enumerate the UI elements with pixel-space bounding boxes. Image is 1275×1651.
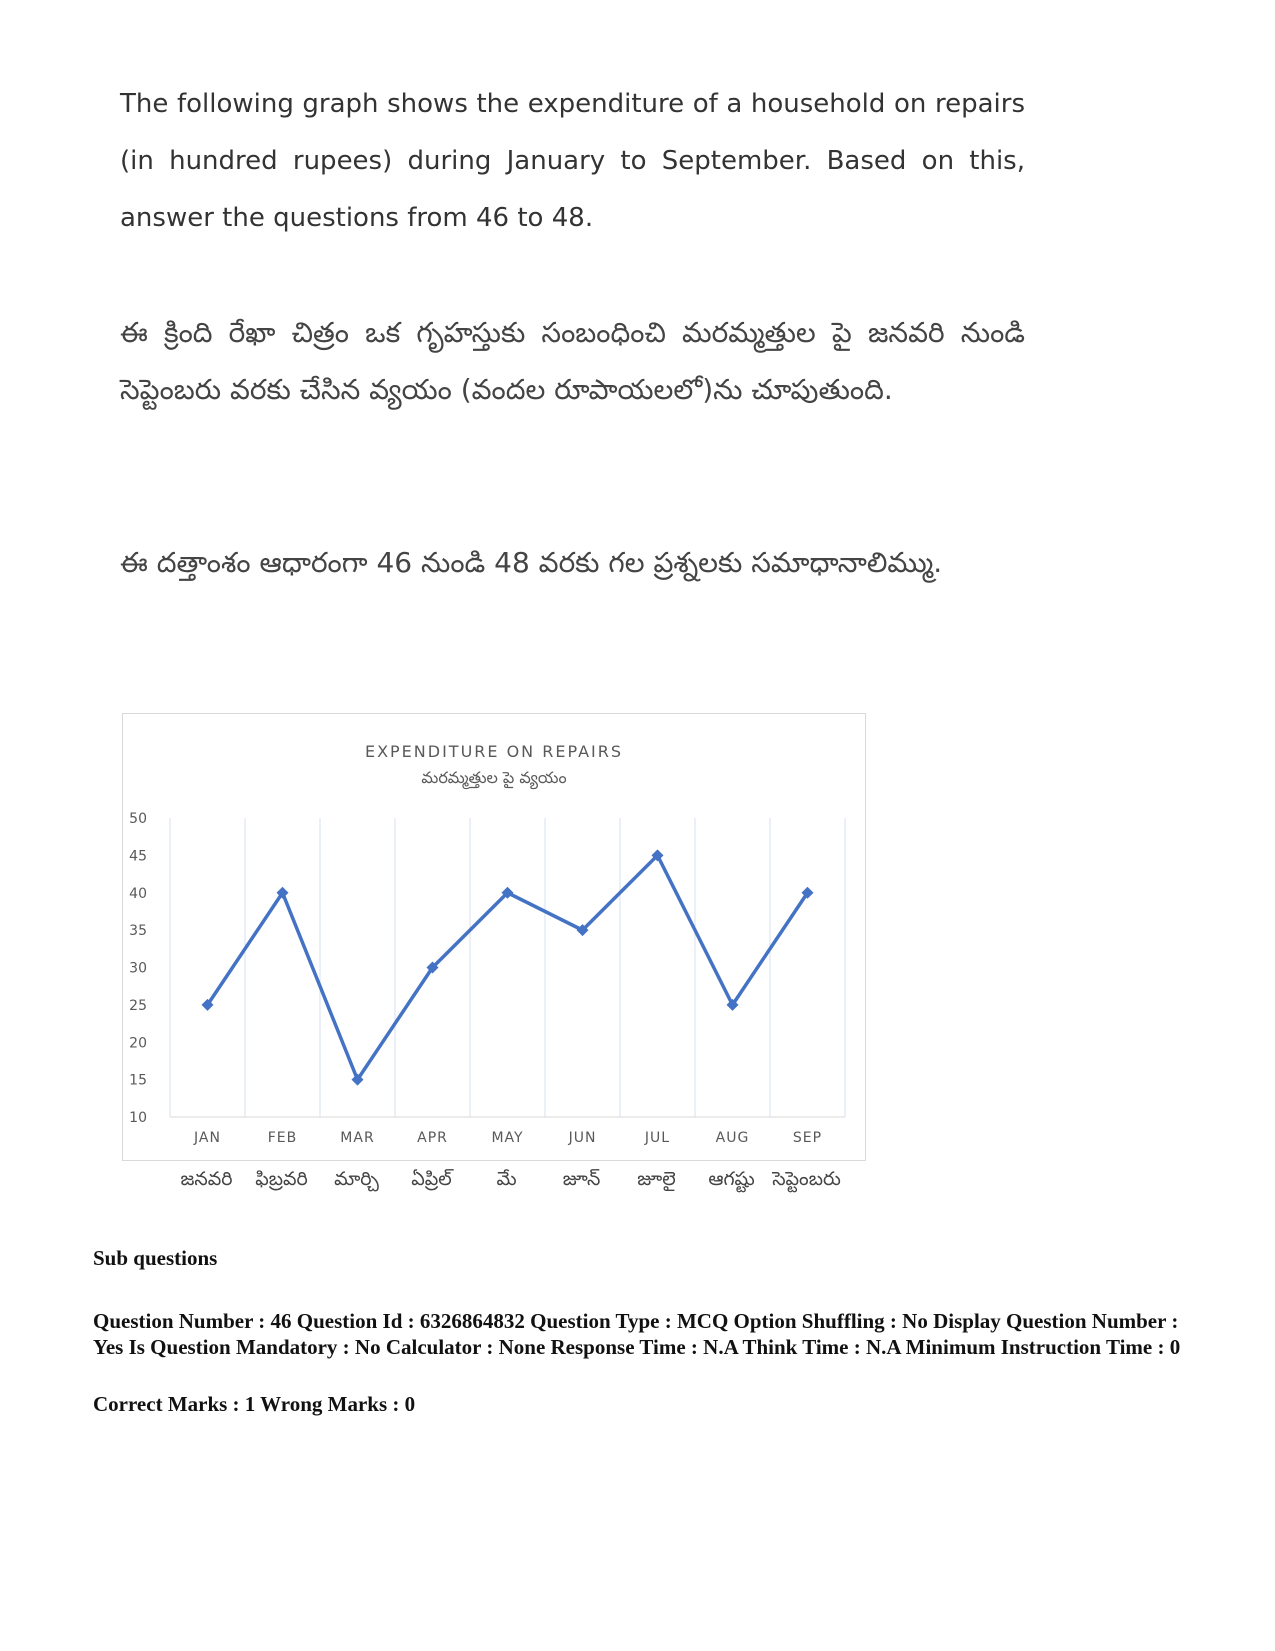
x-tick-label: MAY bbox=[491, 1130, 524, 1146]
x-tick-label: APR bbox=[417, 1130, 448, 1146]
telugu-month-labels bbox=[168, 1168, 868, 1198]
telugu-month-label: జూలై bbox=[637, 1168, 676, 1190]
telugu-month-label: మార్చి bbox=[334, 1168, 379, 1190]
chart-container bbox=[122, 713, 866, 1161]
telugu-month-label: జనవరి bbox=[180, 1168, 233, 1190]
telugu-month-label: సెప్టెంబరు bbox=[772, 1168, 841, 1190]
y-tick-label: 40 bbox=[129, 885, 147, 902]
y-tick-label: 15 bbox=[129, 1072, 147, 1089]
y-tick-label: 45 bbox=[129, 848, 147, 865]
telugu-month-label: ఆగష్టు bbox=[708, 1168, 755, 1190]
intro-telugu-2: ఈ దత్తాంశం ఆధారంగా 46 నుండి 48 వరకు గల ప్రశ్నలకు సమాధానాలిమ్ము. bbox=[120, 546, 943, 579]
x-tick-label: JUL bbox=[644, 1130, 671, 1146]
y-tick-label: 10 bbox=[129, 1110, 147, 1126]
question-metadata: Question Number : 46 Question Id : 6326864832 Question Type : MCQ Option Shuffling : No Display Question Number : Yes Is Question Mandatory : No Calculator : None Response Time : N.A Think Time : N.A Minimum Instruction Time : 0 bbox=[93, 1309, 1181, 1359]
y-tick-label: 35 bbox=[129, 923, 147, 940]
x-tick-label: AUG bbox=[715, 1130, 750, 1146]
telugu-month-label: జూన్ bbox=[562, 1168, 601, 1190]
y-tick-label: 20 bbox=[129, 1035, 147, 1052]
chart-subtitle: మరమ్మత్తుల పై వ్యయం bbox=[421, 768, 567, 787]
x-tick-label: JAN bbox=[194, 1130, 221, 1146]
intro-telugu-1: ఈ క్రింది రేఖా చిత్రం ఒక గృహస్తుకు సంబంధించి మరమ్మత్తుల పై జనవరి నుండి సెప్టెంబరు వరకు చేసిన వ్యయం (వందల రూపాయలలో)ను చూపుతుంది. bbox=[120, 316, 1025, 406]
intro-english: The following graph shows the expenditure of a household on repairs (in hundred rupees) during January to September. Based on this, answer the questions from 46 to 48. bbox=[120, 89, 1025, 233]
question-marks: Correct Marks : 1 Wrong Marks : 0 bbox=[93, 1392, 416, 1416]
x-tick-label: FEB bbox=[267, 1130, 298, 1146]
telugu-month-label: మే bbox=[496, 1168, 517, 1190]
chart-title: EXPENDITURE ON REPAIRS bbox=[364, 742, 624, 761]
telugu-month-label: ఫిబ్రవరి bbox=[255, 1168, 308, 1190]
y-tick-label: 50 bbox=[129, 811, 147, 827]
intro-passage bbox=[120, 76, 1025, 579]
x-tick-label: SEP bbox=[792, 1130, 823, 1146]
sub-questions-heading: Sub questions bbox=[93, 1246, 218, 1270]
x-tick-label: JUN bbox=[568, 1130, 597, 1146]
y-tick-label: 30 bbox=[129, 960, 147, 977]
x-tick-label: MAR bbox=[340, 1130, 375, 1146]
telugu-month-label: ఏప్రిల్ bbox=[411, 1168, 452, 1190]
y-tick-label: 25 bbox=[129, 997, 147, 1014]
